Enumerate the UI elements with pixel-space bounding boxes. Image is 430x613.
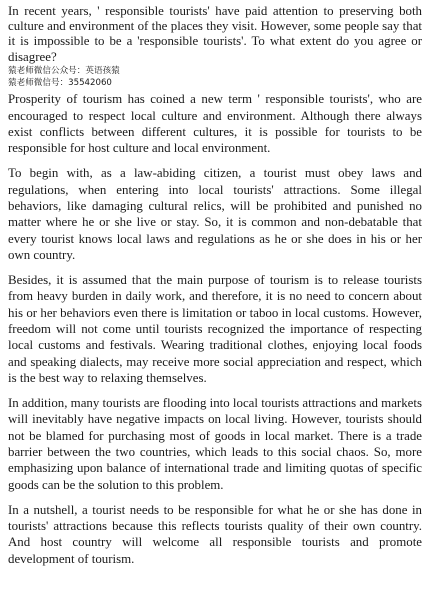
essay-paragraph-4: In addition, many tourists are flooding into local tourists attractions and markets will inevitably have negative impacts on local living. However, tourists should not be blamed for purchasing most of goods in local market. There is a trade barrier between the two countries, which leads to this social chaos. So, more emphasizing upon balance of international trade and limiting quotas of specific goods can be the solution to this problem. xyxy=(8,395,422,492)
essay-prompt: In recent years, ' responsible tourists' have paid attention to preserving both culture and environment of the places they visit. However, some people say that it is impossible to be a 'responsible tourists'. To what extent do you agree or disagree? xyxy=(8,4,422,64)
watermark-line-2: 猿老师微信号：35542060 xyxy=(8,78,112,89)
essay-paragraph-1: Prosperity of tourism has coined a new term ' responsible tourists', who are encouraged to respect local culture and environment. Although there always exist conflicts between different cultures, it is possible for tourists to be responsible for host culture and local environment. xyxy=(8,92,422,156)
watermark-line-1: 猿老师微信公众号：英语孩猿 xyxy=(8,65,120,76)
essay-paragraph-3: Besides, it is assumed that the main purpose of tourism is to release tourists from heavy burden in daily work, and therefore, it is no need to concern about his or her behaviors even there is limitation or taboo in local customs. However, freedom will not come until tourists recognized the importance of respecting local customs and festivals. Wearing traditional clothes, enjoying local foods and speaking dialects, may receive more social appreciation and respect, which is the best way to relaxing themselves. xyxy=(8,272,422,385)
essay-paragraph-2: To begin with, as a law-abiding citizen, a tourist must obey laws and regulations, when entering into local tourists' attractions. Some illegal behaviors, like damaging cultural relics, will be prohibited and punished no matter where he or she live or stay. So, it is common and non-debatable that every tourist knows local laws and regulations as he or she does in his or her own country. xyxy=(8,166,422,262)
essay-paragraph-5: In a nutshell, a tourist needs to be responsible for what he or she has done in tourists' attractions because this reflects tourists quality of their own country. And host country will welcome all responsible tourists and promote development of tourism. xyxy=(8,502,422,566)
